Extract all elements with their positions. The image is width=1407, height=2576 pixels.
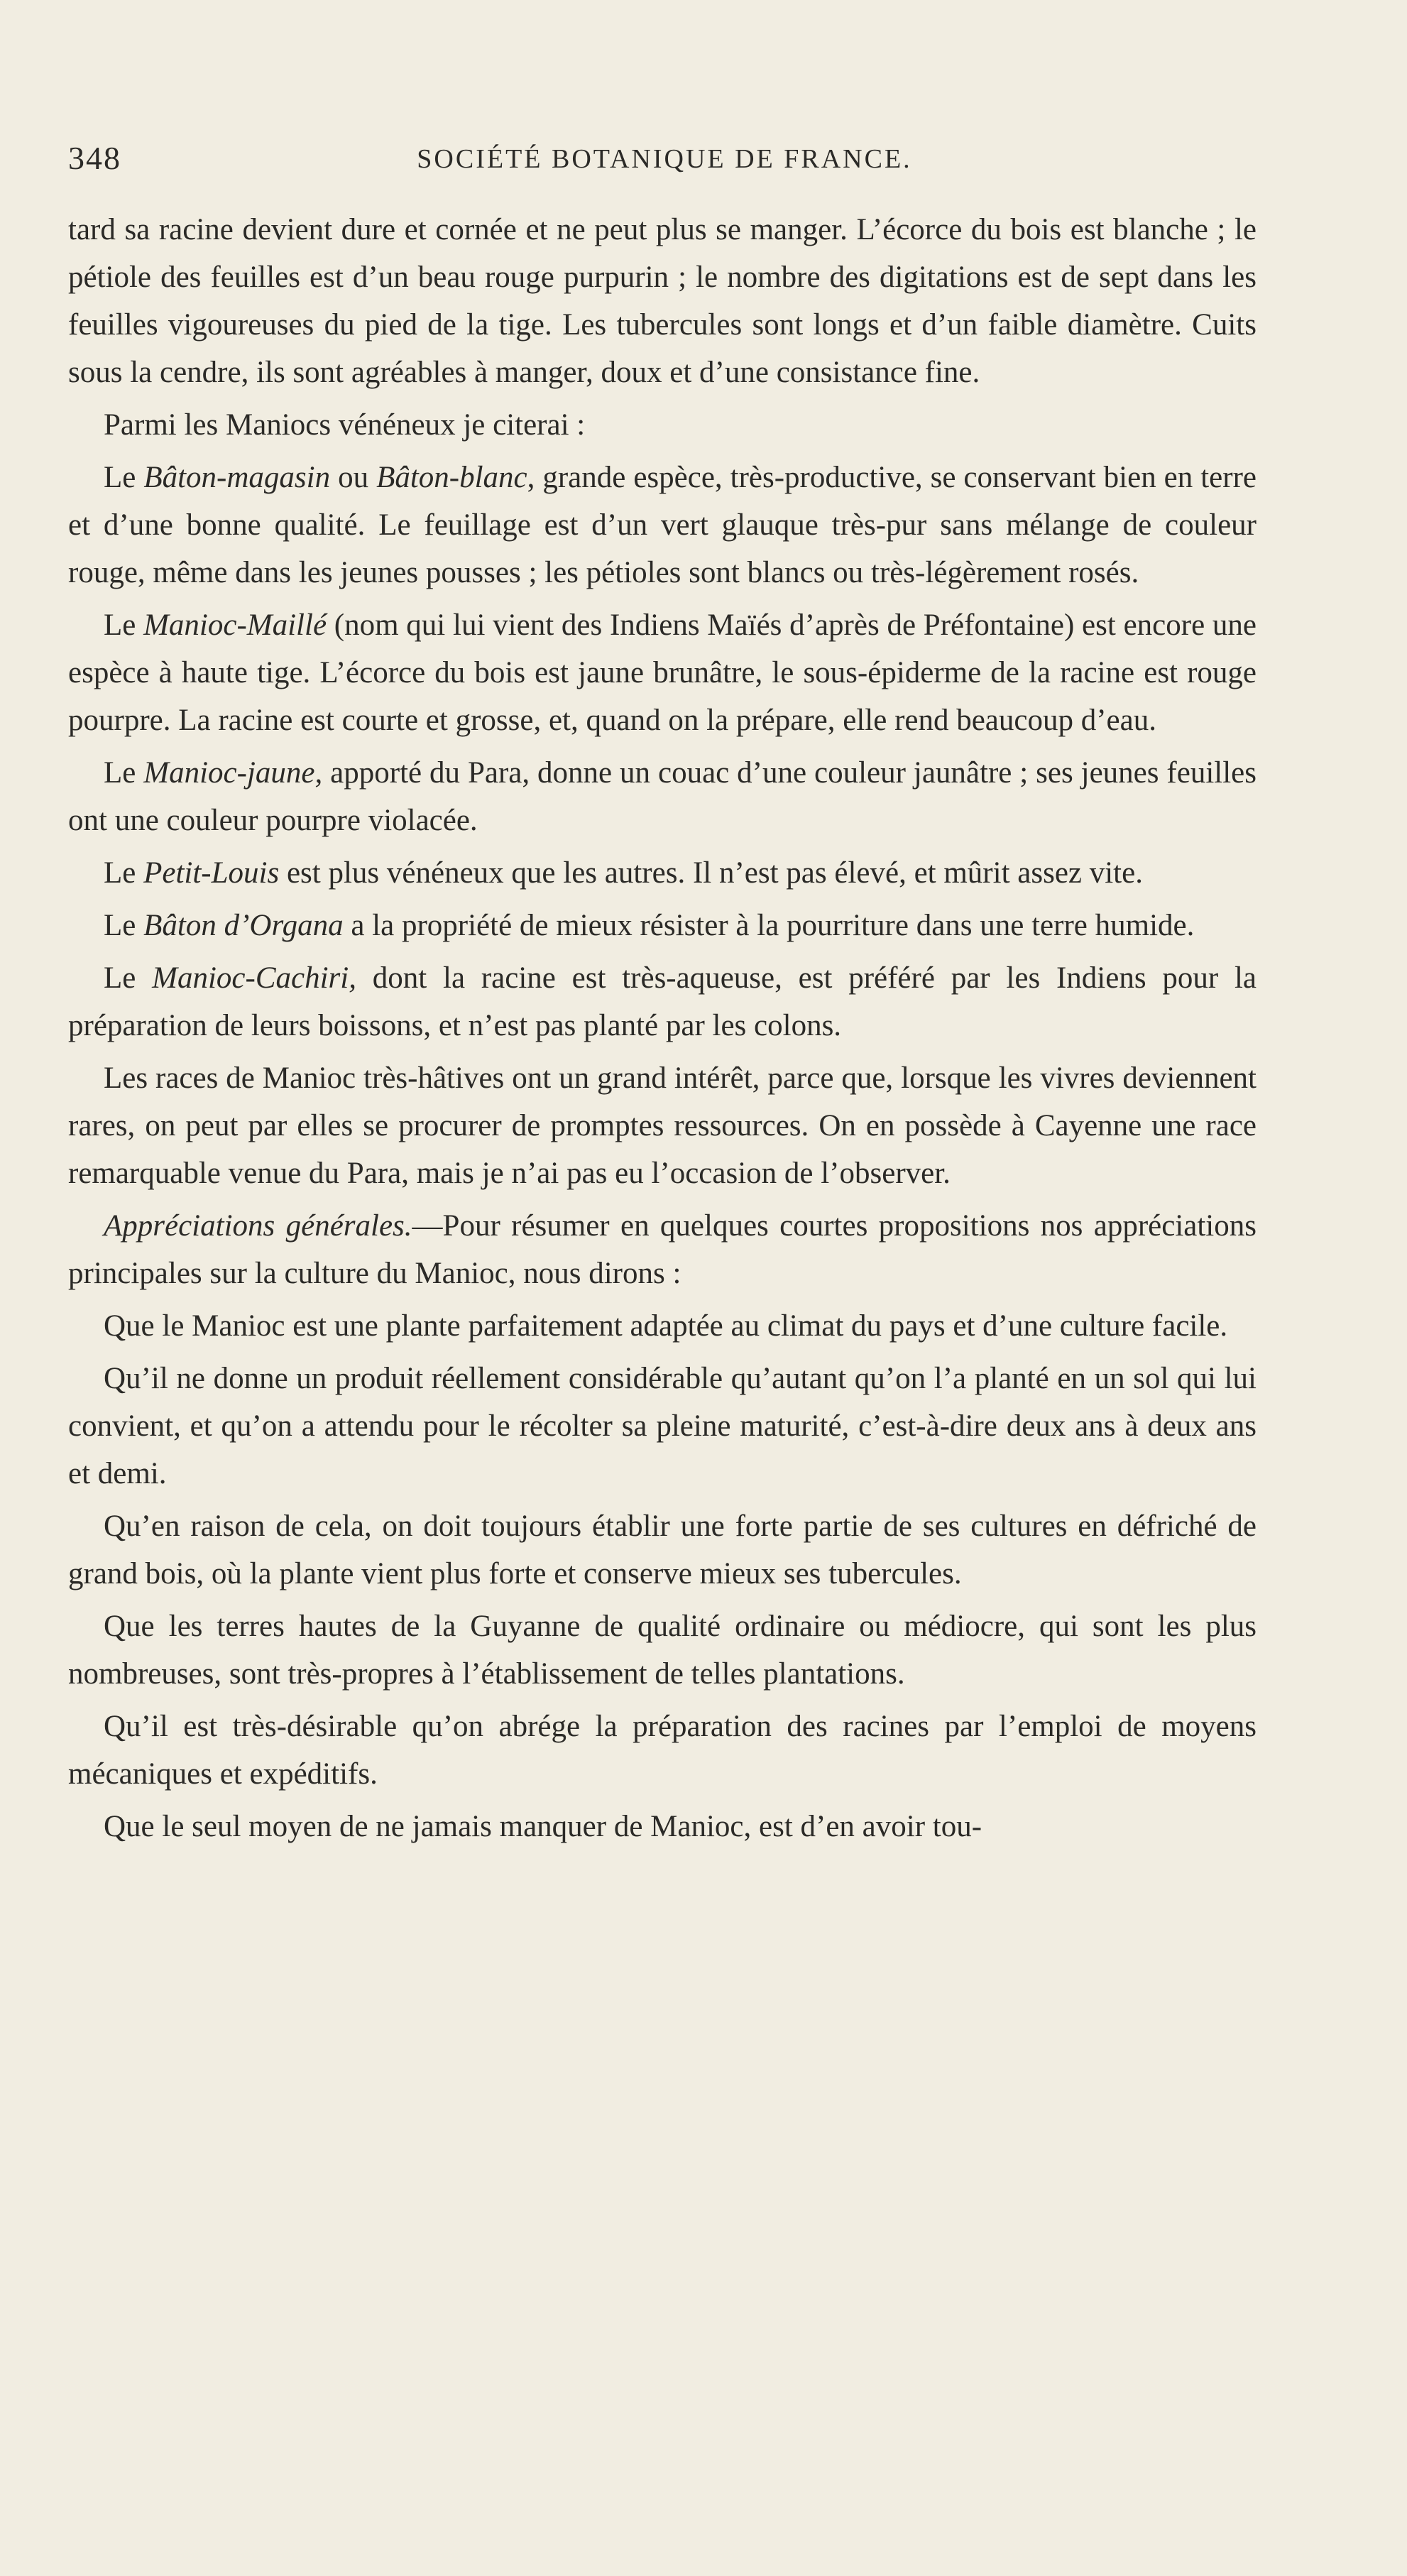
variety-name: Bâton-blanc	[376, 461, 527, 494]
paragraph-manioc-jaune: Le Manioc-jaune, apporté du Para, donne un couac d’une couleur jaunâtre ; ses jeunes feuilles ont une couleur pourpre violacée.	[68, 756, 1257, 837]
page-header	[68, 139, 1261, 189]
variety-name: Manioc-Cachiri,	[152, 961, 356, 995]
variety-name: Manioc-Maillé	[143, 608, 327, 642]
paragraph-conclusion-3: Qu’en raison de cela, on doit toujours établir une forte partie de ses cultures en défriché de grand bois, où la plante vient plus forte et conserve mieux ses tubercules.	[68, 1510, 1257, 1590]
paragraph-manioc-maille: Le Manioc-Maillé (nom qui lui vient des Indiens Maïés d’après de Préfontaine) est encore une espèce à haute tige. L’écorce du bois est jaune brunâtre, le sous-épiderme de la racine est rouge pourpre. La racine est courte et grosse, et, quand on la prépare, elle rend beaucoup d’eau.	[68, 608, 1257, 737]
variety-name: Petit-Louis	[143, 856, 280, 890]
paragraph-races-hatives: Les races de Manioc très-hâtives ont un grand intérêt, parce que, lorsque les vivres deviennent rares, on peut par elles se procurer de promptes ressources. On en possède à Cayenne une race remarquable venue du Para, mais je n’ai pas eu l’occasion de l’observer.	[68, 1061, 1257, 1190]
paragraph-petit-louis: Le Petit-Louis est plus vénéneux que les autres. Il n’est pas élevé, et mûrit assez vite.	[104, 856, 1143, 890]
section-heading: Appréciations générales.	[104, 1209, 412, 1243]
paragraph-baton-magasin: Le Bâton-magasin ou Bâton-blanc, grande espèce, très-productive, se conservant bien en terre et d’une bonne qualité. Le feuillage est d’un vert glauque très-pur sans mélange de couleur rouge, même dans les jeunes pousses ; les pétioles sont blancs ou très-légèrement rosés.	[68, 461, 1257, 589]
paragraph-conclusion-5: Qu’il est très-désirable qu’on abrége la préparation des racines par l’emploi de moyens mécaniques et expéditifs.	[68, 1710, 1257, 1791]
page-number: 348	[68, 140, 121, 176]
paragraph-2: Parmi les Maniocs vénéneux je citerai :	[104, 408, 586, 442]
paragraph-appreciations: Appréciations générales.—Pour résumer en quelques courtes propositions nos appréciations principales sur la culture du Manioc, nous dirons :	[68, 1209, 1257, 1290]
paragraph-manioc-cachiri: Le Manioc-Cachiri, dont la racine est très-aqueuse, est préféré par les Indiens pour la préparation de leurs boissons, et n’est pas planté par les colons.	[68, 961, 1257, 1042]
paragraph-conclusion-6: Que le seul moyen de ne jamais manquer de Manioc, est d’en avoir tou-	[104, 1810, 982, 1843]
paragraph-conclusion-2: Qu’il ne donne un produit réellement considérable qu’autant qu’on l’a planté en un sol qui lui convient, et qu’on a attendu pour le récolter sa pleine maturité, c’est-à-dire deux ans à deux ans et demi.	[68, 1362, 1257, 1490]
variety-name: Bâton-magasin	[143, 461, 331, 494]
body-text	[68, 206, 1257, 1855]
paragraph-baton-organa: Le Bâton d’Organa a la propriété de mieux résister à la pourriture dans une terre humide.	[104, 909, 1195, 942]
running-title: SOCIÉTÉ BOTANIQUE DE FRANCE.	[417, 144, 912, 174]
variety-name: Manioc-jaune,	[143, 756, 323, 790]
paragraph-conclusion-1: Que le Manioc est une plante parfaitement adaptée au climat du pays et d’une culture facile.	[104, 1309, 1228, 1343]
variety-name: Bâton d’Organa	[143, 909, 344, 942]
paragraph-1: tard sa racine devient dure et cornée et ne peut plus se manger. L’écorce du bois est blanche ; le pétiole des feuilles est d’un beau rouge purpurin ; le nombre des digitations est de sept dans les feuilles vigoureuses du pied de la tige. Les tubercules sont longs et d’un faible diamètre. Cuits sous la cendre, ils sont agréables à manger, doux et d’une consistance fine.	[68, 213, 1257, 389]
paragraph-conclusion-4: Que les terres hautes de la Guyanne de qualité ordinaire ou médiocre, qui sont les plus nombreuses, sont très-propres à l’établissement de telles plantations.	[68, 1610, 1257, 1691]
